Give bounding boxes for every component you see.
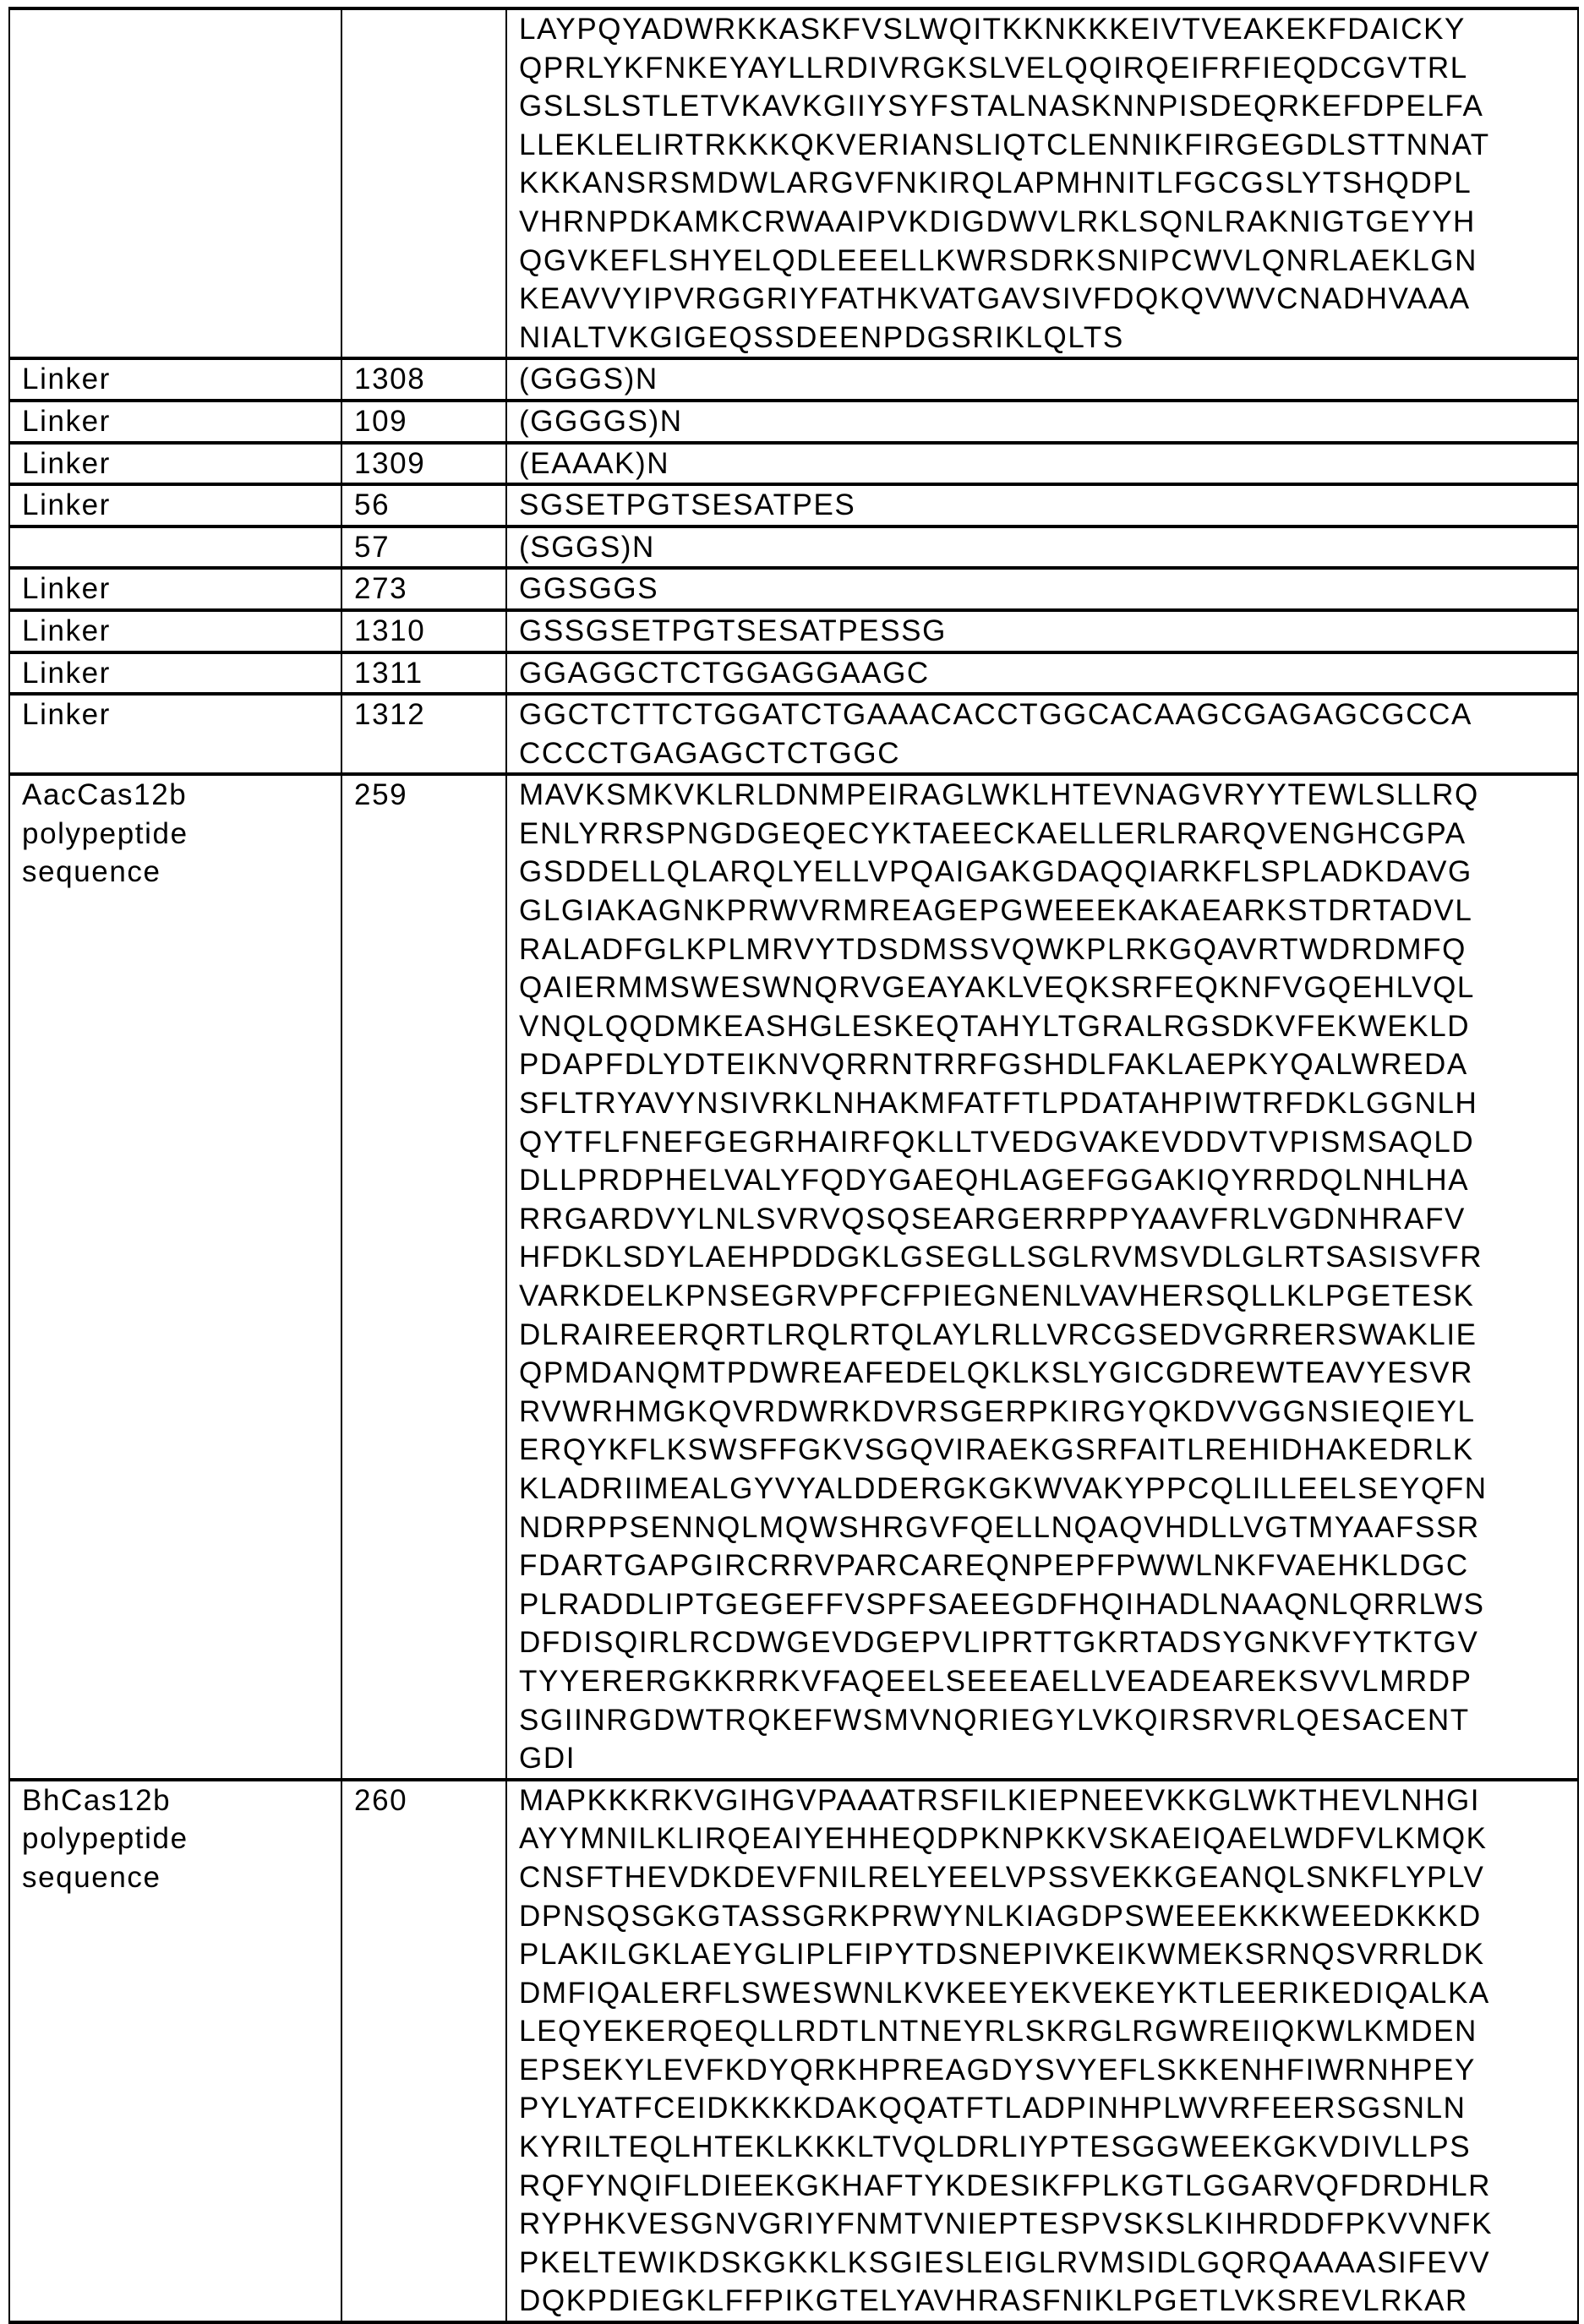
sequence-line: DPNSQSGKGTASSGRKPRWYNLKIAGDPSWEEEKKKWEEDKKKD — [519, 1897, 1577, 1936]
sequence-line: ERQYKFLKSWSFFGKVSGQVIRAEKGSRFAITLREHIDHAKEDRLK — [519, 1431, 1577, 1470]
sequence-cell — [506, 8, 1578, 358]
seq-id-number: 1311 — [341, 652, 506, 695]
table-row — [9, 568, 1578, 610]
sequence-description: sequence — [22, 853, 341, 892]
sequence-line: RQFYNQIFLDIEEKGKHAFTYKDESIKFPLKGTLGGARVQFDRDHLR — [519, 2167, 1577, 2206]
sequence-line: PKELTEWIKDSKGKKLKSGIESLEIGLRVMSIDLGQRQAAAASIFEVV — [519, 2244, 1577, 2283]
sequence-line: QPMDANQMTPDWREAFEDELQKLKSLYGICGDREWTEAVYESVR — [519, 1354, 1577, 1393]
table-row — [9, 484, 1578, 526]
table-row — [9, 358, 1578, 401]
sequence-line: QAIERMMSWESWNQRVGEAYAKLVEQKSRFEQKNFVGQEHLVQL — [519, 968, 1577, 1007]
sequence-line: FDARTGAPGIRCRRVPARCAREQNPEPFPWWLNKFVAEHKLDGC — [519, 1547, 1577, 1585]
sequence-description: Linker — [22, 570, 341, 608]
seq-id-number: 260 — [341, 1780, 506, 2322]
sequence-cell — [506, 694, 1578, 774]
sequence-cell — [506, 568, 1578, 610]
sequence-description-cell — [9, 774, 341, 1779]
table-row — [9, 526, 1578, 569]
sequence-cell — [506, 484, 1578, 526]
sequence-description-cell — [9, 8, 341, 358]
seq-id-number: 57 — [341, 526, 506, 569]
seq-id-number: 1308 — [341, 358, 506, 401]
sequence-line: TYYERERGKKRRKVFAQEELSEEEAELLVEADEAREKSVVLMRDP — [519, 1662, 1577, 1701]
sequence-line: AYYMNILKLIRQEAIYEHHEQDPKNPKKVSKAEIQAELWDFVLKMQK — [519, 1819, 1577, 1858]
sequence-description-cell — [9, 1780, 341, 2322]
seq-id-number — [341, 8, 506, 358]
sequence-line: MAPKKKRKVGIHGVPAAATRSFILKIEPNEEVKKGLWKTHEVLNHGI — [519, 1781, 1577, 1820]
sequence-line: SFLTRYAVYNSIVRKLNHAKMFATFTLPDATAHPIWTRFDKLGGNLH — [519, 1084, 1577, 1123]
seq-id-number: 259 — [341, 774, 506, 1779]
sequence-line: (GGGGS)N — [519, 402, 1577, 441]
sequence-description: Linker — [22, 486, 341, 525]
sequence-line: HFDKLSDYLAEHPDDGKLGSEGLLSGLRVMSVDLGLRTSASISVFR — [519, 1238, 1577, 1277]
sequence-line: DLLPRDPHELVALYFQDYGAEQHLAGEFGGAKIQYRRDQLNHLHA — [519, 1161, 1577, 1200]
sequence-line: LEQYEKERQEQLLRDTLNTNEYRLSKRGLRGWREIIQKWLKMDEN — [519, 2012, 1577, 2051]
sequence-line: GGAGGCTCTGGAGGAAGC — [519, 654, 1577, 693]
sequence-description-cell — [9, 610, 341, 652]
sequence-cell — [506, 652, 1578, 695]
sequence-description-cell — [9, 652, 341, 695]
sequence-cell — [506, 401, 1578, 443]
sequence-description: AacCas12b — [22, 776, 341, 815]
seq-id-number: 1309 — [341, 443, 506, 485]
sequence-description-cell — [9, 694, 341, 774]
sequence-line: RRGARDVYLNLSVRVQSQSEARGERRPPYAAVFRLVGDNHRAFV — [519, 1200, 1577, 1239]
sequence-description: Linker — [22, 654, 341, 693]
sequence-description-cell — [9, 443, 341, 485]
sequence-description: sequence — [22, 1858, 341, 1897]
table-row — [9, 694, 1578, 774]
sequence-line: CNSFTHEVDKDEVFNILRELYEELVPSSVEKKGEANQLSNKFLYPLV — [519, 1858, 1577, 1897]
sequence-line: KYRILTEQLHTEKLKKKLTVQLDRLIYPTESGGWEEKGKVDIVLLPS — [519, 2128, 1577, 2167]
sequence-description: Linker — [22, 402, 341, 441]
sequence-line: DLRAIREERQRTLRQLRTQLAYLRLLVRCGSEDVGRRERSWAKLIE — [519, 1316, 1577, 1355]
sequence-line: RVWRHMGKQVRDWRKDVRSGERPKIRGYQKDVVGGNSIEQIEYL — [519, 1393, 1577, 1432]
sequence-cell — [506, 526, 1578, 569]
table-row — [9, 401, 1578, 443]
sequence-cell — [506, 1780, 1578, 2322]
sequence-line: EPSEKYLEVFKDYQRKHPREAGDYSVYEFLSKKENHFIWRNHPEY — [519, 2051, 1577, 2090]
sequence-line: NIALTVKGIGEQSSDEENPDGSRIKLQLTS — [519, 319, 1577, 357]
sequence-line: QYTFLFNEFGEGRHAIRFQKLLTVEDGVAKEVDDVTVPISMSAQLD — [519, 1123, 1577, 1162]
sequence-description: Linker — [22, 360, 341, 399]
sequence-line: QPRLYKFNKEYAYLLRDIVRGKSLVELQQIRQEIFRFIEQDCGVTRL — [519, 49, 1577, 88]
sequence-line: DQKPDIEGKLFFPIKGTELYAVHRASFNIKLPGETLVKSREVLRKAR — [519, 2282, 1577, 2321]
sequence-description: Linker — [22, 696, 341, 734]
sequence-description-cell — [9, 358, 341, 401]
seq-id-number: 1310 — [341, 610, 506, 652]
sequence-line: CCCCTGAGAGCTCTGGC — [519, 734, 1577, 773]
sequence-line: VARKDELKPNSEGRVPFCFPIEGNENLVAVHERSQLLKLPGETESK — [519, 1277, 1577, 1316]
table-row — [9, 443, 1578, 485]
sequence-line: MAVKSMKVKLRLDNMPEIRAGLWKLHTEVNAGVRYYTEWLSLLRQ — [519, 776, 1577, 815]
sequence-line: GLGIAKAGNKPRWVRMREAGEPGWEEEKAKAEARKSTDRTADVL — [519, 892, 1577, 930]
sequence-table — [8, 7, 1579, 2324]
sequence-line: RALADFGLKPLMRVYTDSDMSSVQWKPLRKGQAVRTWDRDMFQ — [519, 930, 1577, 969]
sequence-line: GSLSLSTLETVKAVKGIIYSYFSTALNASKNNPISDEQRKEFDPELFA — [519, 87, 1577, 126]
sequence-line: QGVKEFLSHYELQDLEEELLKWRSDRKSNIPCWVLQNRLAEKLGN — [519, 242, 1577, 281]
sequence-line: KLADRIIMEALGYVYALDDERGKGKWVAKYPPCQLILLEELSEYQFN — [519, 1470, 1577, 1508]
sequence-line: DFDISQIRLRCDWGEVDGEPVLIPRTTGKRTADSYGNKVFYTKTGV — [519, 1623, 1577, 1662]
seq-id-number: 273 — [341, 568, 506, 610]
sequence-cell — [506, 358, 1578, 401]
sequence-line: GGSGGS — [519, 570, 1577, 608]
table-row — [9, 610, 1578, 652]
sequence-cell — [506, 774, 1578, 1779]
table-row — [9, 774, 1578, 1779]
sequence-line: DMFIQALERFLSWESWNLKVKEEYEKVEKEYKTLEERIKEDIQALKA — [519, 1974, 1577, 2013]
sequence-description-cell — [9, 484, 341, 526]
sequence-line: (SGGS)N — [519, 528, 1577, 567]
sequence-description-cell — [9, 401, 341, 443]
sequence-line: (GGGS)N — [519, 360, 1577, 399]
sequence-line: PDAPFDLYDTEIKNVQRRNTRRFGSHDLFAKLAEPKYQALWREDA — [519, 1045, 1577, 1084]
sequence-line: KEAVVYIPVRGGRIYFATHKVATGAVSIVFDQKQVWVCNADHVAAA — [519, 280, 1577, 319]
table-row — [9, 1780, 1578, 2322]
sequence-line: ENLYRRSPNGDGEQECYKTAEECKAELLERLRARQVENGHCGPA — [519, 815, 1577, 854]
sequence-description: polypeptide — [22, 815, 341, 854]
table-row — [9, 652, 1578, 695]
seq-id-number: 56 — [341, 484, 506, 526]
sequence-description-cell — [9, 526, 341, 569]
sequence-description-cell — [9, 568, 341, 610]
sequence-line: LAYPQYADWRKKASKFVSLWQITKKNKKKEIVTVEAKEKFDAICKY — [519, 10, 1577, 49]
sequence-line: SGIINRGDWTRQKEFWSMVNQRIEGYLVKQIRSRVRLQESACENT — [519, 1701, 1577, 1740]
sequence-description: Linker — [22, 445, 341, 483]
sequence-line: PYLYATFCEIDKKKKDAKQQATFTLADPINHPLWVRFEERSGSNLN — [519, 2089, 1577, 2128]
sequence-line: LLEKLELIRTRKKKQKVERIANSLIQTCLENNIKFIRGEGDLSTTNNAT — [519, 126, 1577, 165]
sequence-line: GSDDELLQLARQLYELLVPQAIGAKGDAQQIARKFLSPLADKDAVG — [519, 853, 1577, 892]
sequence-description: BhCas12b — [22, 1781, 341, 1820]
sequence-line: (EAAAK)N — [519, 445, 1577, 483]
seq-id-number: 109 — [341, 401, 506, 443]
sequence-line: VHRNPDKAMKCRWAAIPVKDIGDWVLRKLSQNLRAKNIGTGEYYH — [519, 203, 1577, 242]
sequence-line: VNQLQQDMKEASHGLESKEQTAHYLTGRALRGSDKVFEKWEKLD — [519, 1007, 1577, 1046]
sequence-line: PLAKILGKLAEYGLIPLFIPYTDSNEPIVKEIKWMEKSRNQSVRRLDK — [519, 1935, 1577, 1974]
sequence-line: GSSGSETPGTSESATPESSG — [519, 612, 1577, 651]
sequence-line: RYPHKVESGNVGRIYFNMTVNIEPTESPVSKSLKIHRDDFPKVVNFK — [519, 2205, 1577, 2244]
sequence-cell — [506, 610, 1578, 652]
sequence-line: PLRADDLIPTGEGEFFVSPFSAEEGDFHQIHADLNAAQNLQRRLWS — [519, 1585, 1577, 1624]
sequence-line: SGSETPGTSESATPES — [519, 486, 1577, 525]
sequence-line: KKKANSRSMDWLARGVFNKIRQLAPMHNITLFGCGSLYTSHQDPL — [519, 164, 1577, 203]
sequence-line: GDI — [519, 1739, 1577, 1778]
sequence-description: Linker — [22, 612, 341, 651]
sequence-cell — [506, 443, 1578, 485]
table-row — [9, 8, 1578, 358]
sequence-description: polypeptide — [22, 1819, 341, 1858]
sequence-line: NDRPPSENNQLMQWSHRGVFQELLNQAQVHDLLVGTMYAAFSSR — [519, 1508, 1577, 1547]
seq-id-number: 1312 — [341, 694, 506, 774]
sequence-line: GGCTCTTCTGGATCTGAAACACCTGGCACAAGCGAGAGCGCCA — [519, 696, 1577, 734]
sequence-table-body — [9, 8, 1578, 2322]
